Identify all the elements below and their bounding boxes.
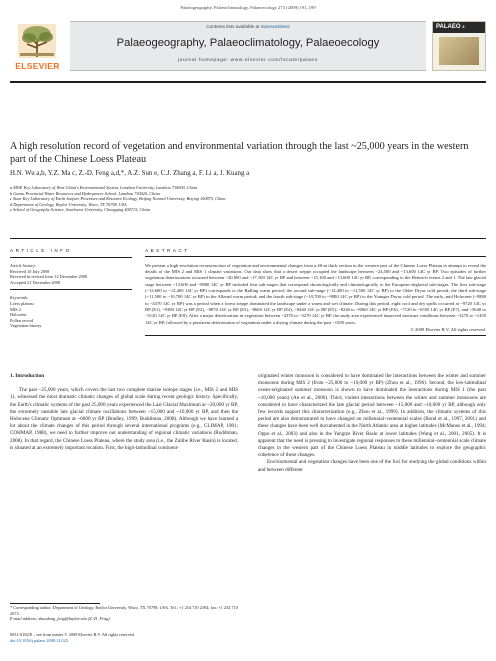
- body-column-left: [10, 373, 238, 452]
- running-header: Palaeogeography, Palaeoclimatology, Palaeoecology 273 (2009) 191–199: [180, 5, 316, 10]
- doi-link[interactable]: doi:10.1016/j.palaeo.2008.12.023: [10, 638, 68, 643]
- abstract-text: We present a high-resolution reconstruction of vegetation and environmental changes from a 40-m thick section in the western part of the Chinese Loess Plateau in attempt to reveal the details of the MIS 2 and MIS 1 climate variations. Our data show that a desert steppe occupied the landscape between ~24,500 and ~13,600 14C yr BP. Two episodes of further vegetation deteriorations occurred between ~20,000 and ~17,100 14C yr BP and between ~15,100 and ~13,600 14C yr BP, corresponding to the Heinrich events 2 and 1. The late glacial stage between ~13,600 and ~9880 14C yr BP included four sub-stages that correspond chronologically and climatologically to the European deglacial sub-stages. The first sub-stage (~13,600 to ~12,400 14C yr BP) corresponds to the Bølling warm period; the second sub-stage (~12,400 to ~11,500 14C yr BP) to the Older Dryas cold period; the third sub-stage (~11,500 to ~10,700 14C yr BP) to the Allerød warm period; and the fourth sub-stage (~10,700 to ~9880 14C yr BP) to the Younger Dryas cold period. The early–mid Holocene (~9880 to ~4370 14C yr BP) was a period when a forest steppe dominated the landscape under a warm and wet climate. During this period, eight cool and dry spells occurred at ~9720 14C yr BP (E1), ~9380 14C yr BP (E2), ~8870 14C yr BP (E3), ~8660 14C yr BP (E4), ~8440 14C yr BP (E5), ~8240 to ~8060 14C yr BP (E6), ~7120 to ~6550 14C yr BP (E7), and ~5640 to ~5120 14C yr BP (E8). After a major deterioration in vegetation between ~4370 to ~3270 14C yr BP, the study area experienced improved moisture conditions between ~3270 to ~1450 14C yr BP, followed by a persistent deterioration of vegetation under a drying climate during the past ~1500 years.: [145, 262, 486, 325]
- divider: [10, 238, 486, 239]
- publisher-name: ELSEVIER: [15, 61, 60, 71]
- cover-image: [439, 37, 479, 65]
- affiliation: d Department of Geology, Baylor University, Waco, TX 76798, USA: [10, 201, 127, 207]
- abstract: [145, 248, 486, 336]
- keyword: Pollen record: [10, 317, 34, 323]
- keyword: MIS 2: [10, 306, 21, 312]
- author-list: H.N. Wu a,b, Y.Z. Ma c, Z.-D. Feng a,d,*, A.Z. Sun e, C.J. Zhang a, F. Li a, J. Kuang a: [10, 170, 250, 177]
- elsevier-logo: [10, 21, 65, 71]
- footnote-rule: [10, 603, 100, 604]
- email-address[interactable]: E-mail address: zhaodong_feng@baylor.edu (Z.-D. Feng).: [10, 616, 111, 622]
- article-info: [10, 248, 132, 329]
- section-heading: 1. Introduction: [10, 373, 45, 379]
- article-title: A high resolution record of vegetation and environmental variation through the last ~25,000 years in the western part of the Chinese Loess Plateau: [10, 141, 469, 165]
- article-history: Article history: Received 10 July 2008 Received in revised form 12 December 2008 Accepted 21 December 2008: [10, 263, 88, 286]
- affiliation: e School of Geography Science, Southwest University, Chongqing 400715, China: [10, 207, 150, 213]
- body-column-right: [258, 373, 486, 474]
- contents-prefix: Contents lists available at: [206, 24, 260, 29]
- paragraph: originated winter monsoon is considered to have dominated the interactions between the winter and summer monsoons during MIS 2 (from ~25,000 to ~10,000 yr BP) (Zhou et al., 1996). Second, the low-latitudinal ocean-originated summer monsoon is shown to have dominated the interactions during MIS 1 (the past ~10,000 years) (An et al., 2000). Third, violent interactions between the winter and summer monsoons are considered to have characterized the late glacial period between ~15,000 and ~10,000 yr BP, although only few records support this characterization (e.g., Zhou et al., 1999). In addition, the climatic systems of this period are also demonstrated to have changed on millennial–centennial scales (Bond et al., 1997, 2001) and these changes have been well documented in the North Atlantic area at higher latitudes (McManus et al., 1994; Oppo et al., 2003) and also in the Yangtze River Basin at lower latitudes (Wang et al., 2001, 2005). It is apparent that the need is pressing to investigate regional responses to these millennial–centennial scale climate changes in the western part of the Chinese Loess Plateau in middle latitudes to explore the geographic coherence of these changes.: [258, 373, 486, 459]
- footnote: [10, 605, 238, 622]
- article-info-heading: ARTICLE INFO: [10, 248, 72, 253]
- paragraph: The past ~25,000 years, which covers the last two complete marine isotope stages (i.e., MIS 2 and MIS 1), witnessed the most dramatic climatic changes of global scale during recent geologic history. Specifically, the Earth's climatic systems of the past 25,000 years experienced the Last Glacial Maximum at ~20,000 yr BP, the extremely unstable late glacial climate oscillations between ~15,000 and ~10,000 yr BP, and then the Holocene Climatic Optimum at ~6000 yr BP (Bradley, 1999; Ruddiman, 2008). Although we have learned a lot about the climate changes of this period through several international programs (e.g., CLIMAP, 1981; COHMAP, 1988), we need to further improve our understanding of regional climatic variations (Ruddiman, 2008). In that regard, the Chinese Loess Plateau, where the study area (i.e., the Zulihe River Basin) is located, is situated at an extremely important location. First, the high-latitudinal continent-: [10, 387, 238, 451]
- journal-banner: [10, 21, 486, 77]
- corresponding-author: * Corresponding author. Department of Geology, Baylor University, Waco, TX 76798, USA. Tel.: +1 254 710 2394; fax: +1 254 710 2673.: [10, 605, 238, 616]
- elsevier-tree-icon: [18, 24, 56, 58]
- journal-homepage[interactable]: journal homepage: www.elsevier.com/locate/palaeo: [178, 58, 318, 63]
- affiliation: a MOE Key Laboratory of West China's Environmental System, Lanzhou University, Lanzhou 730000, China: [10, 185, 198, 190]
- banner-rule: [10, 81, 486, 83]
- abstract-heading: ABSTRACT: [145, 248, 190, 253]
- journal-header-box: [70, 21, 426, 71]
- affiliation: b Gansu Provincial Water Resources and Hydropower School, Lanzhou 730020, China: [10, 190, 160, 196]
- keyword: Loess plateau: [10, 300, 34, 306]
- keywords: Keywords: Loess plateau MIS 2 Holocene Pollen record Vegetation history: [10, 295, 132, 329]
- copyright: © 2009 Elsevier B.V. All rights reserved.: [410, 327, 486, 333]
- journal-title: Palaeogeography, Palaeoclimatology, Palaeoecology: [116, 37, 380, 49]
- journal-cover-thumbnail: [432, 21, 486, 71]
- issn-line: 0031-0182/$ – see front matter © 2009 Elsevier B.V. All rights reserved.: [10, 632, 135, 637]
- contents-line: [70, 24, 426, 29]
- keyword: Vegetation history: [10, 323, 42, 329]
- cover-label: PALAEO 3: [436, 24, 465, 30]
- affiliation-list: [10, 185, 486, 213]
- paragraph: Environmental and vegetation changes have been one of the foci for studying the global conditions within and between different: [258, 459, 486, 473]
- affiliation: c State Key Laboratory of Earth Surface Processes and Resource Ecology, Beijing Normal University, Beijing 100875, China: [10, 196, 226, 202]
- keyword: Holocene: [10, 312, 27, 318]
- sciencedirect-link[interactable]: ScienceDirect: [260, 24, 290, 29]
